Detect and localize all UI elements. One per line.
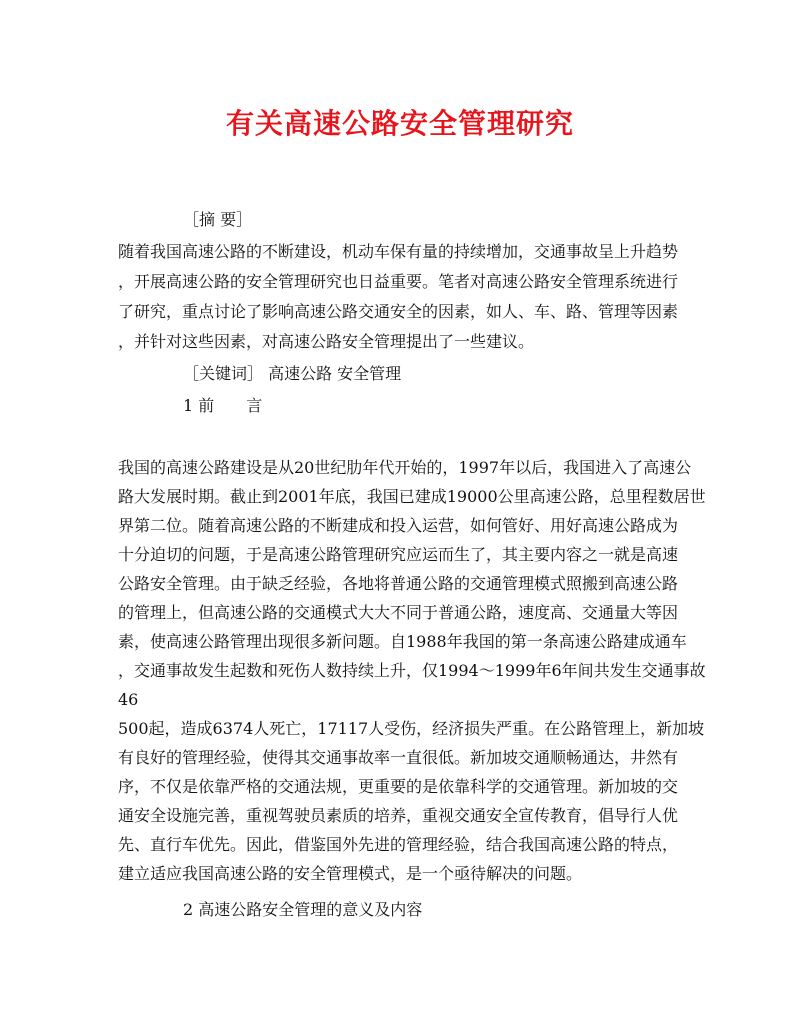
abstract-line: ，开展高速公路的安全管理研究也日益重要。笔者对高速公路安全管理系统进行 [118,272,679,291]
section-heading-1: 1 前 言 [183,396,263,415]
abstract-line: 了研究，重点讨论了影响高速公路交通安全的因素，如人、车、路、管理等因素 [118,302,679,321]
body-line: 公路安全管理。由于缺乏经验，各地将普通公路的交通管理模式照搬到高速公路 [118,574,679,593]
body-line: 十分迫切的问题，于是高速公路管理研究应运而生了，其主要内容之一就是高速 [118,545,679,564]
body-line: 界第二位。随着高速公路的不断建成和投入运营，如何管好、用好高速公路成为 [118,516,679,535]
section-heading-2: 2 高速公路安全管理的意义及内容 [183,900,423,919]
body-line: 素，使高速公路管理出现很多新问题。自1988年我国的第一条高速公路建成通车 [118,632,687,651]
body-line: 路大发展时期。截止到2001年底，我国已建成19000公里高速公路，总里程数居世 [118,487,706,506]
abstract-line: ，并针对这些因素，对高速公路安全管理提出了一些建议。 [118,332,535,351]
body-line: 序，不仅是依靠严格的交通法规，更重要的是依靠科学的交通管理。新加坡的交 [118,777,679,796]
abstract-label: ［摘 要］ [183,210,253,229]
body-line: 建立适应我国高速公路的安全管理模式，是一个亟待解决的问题。 [118,864,583,883]
body-line: 先、直行车优先。因此，借鉴国外先进的管理经验，结合我国高速公路的特点， [118,835,679,854]
body-line: ，交通事故发生起数和死伤人数持续上升，仅1994～1999年6年间共发生交通事故 [118,661,706,680]
body-line: 的管理上，但高速公路的交通模式大大不同于普通公路，速度高、交通量大等因 [118,603,679,622]
body-line: 46 [118,690,139,709]
body-line: 500起，造成6374人死亡，17117人受伤，经济损失严重。在公路管理上，新加坡 [118,719,705,738]
body-line: 通安全设施完善，重视驾驶员素质的培养，重视交通安全宣传教育，倡导行人优 [118,806,679,825]
body-line: 我国的高速公路建设是从20世纪肋年代开始的，1997年以后，我国进入了高速公 [118,458,692,477]
document-title: 有关高速公路安全管理研究 [225,107,574,140]
body-line: 有良好的管理经验，使得其交通事故率一直很低。新加坡交通顺畅通达，井然有 [118,748,679,767]
keywords-line: ［关键词］ 高速公路 安全管理 [183,364,402,383]
abstract-line: 随着我国高速公路的不断建设，机动车保有量的持续增加，交通事故呈上升趋势 [118,242,679,261]
